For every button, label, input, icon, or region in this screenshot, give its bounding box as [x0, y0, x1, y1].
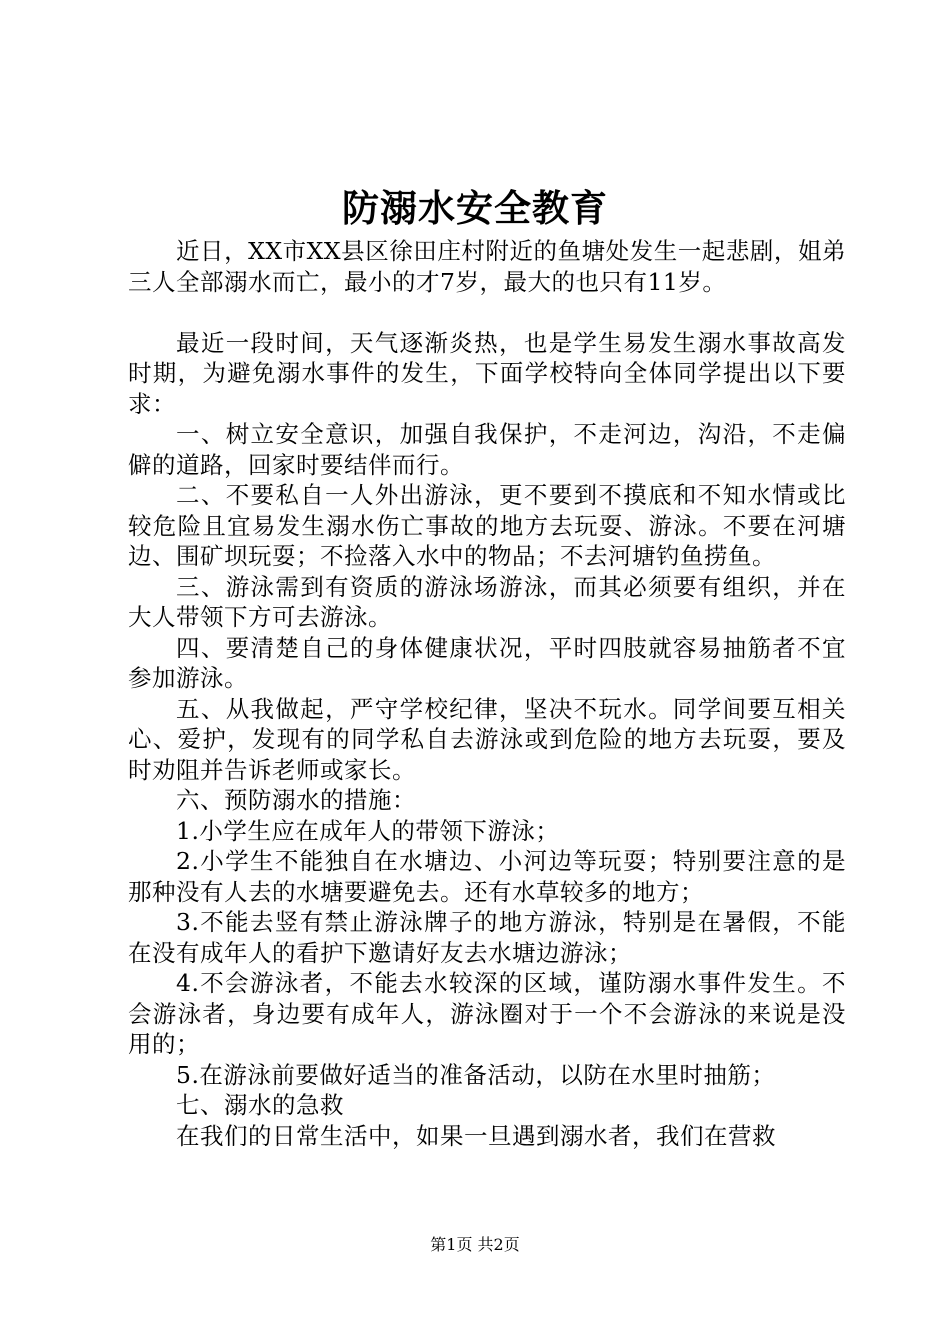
blank-line: [128, 297, 846, 328]
paragraph: 5.在游泳前要做好适当的准备活动，以防在水里时抽筋；: [176, 1060, 776, 1089]
document-title: 防溺水安全教育: [342, 186, 608, 230]
paragraph: 五、从我做起，严守学校纪律，坚决不玩水。同学间要互相关心、爱护，发现有的同学私自去游泳或到危险的地方去玩耍，要及时劝阻并告诉老师或家长。: [128, 694, 846, 784]
paragraph: 1.小学生应在成年人的带领下游泳；: [176, 816, 560, 845]
paragraph: 一、树立安全意识，加强自我保护，不走河边，沟沿，不走偏僻的道路，回家时要结伴而行。: [128, 420, 846, 479]
document-body: [128, 236, 846, 1151]
paragraph: 七、溺水的急救: [176, 1091, 344, 1119]
paragraph: 4.不会游泳者，不能去水较深的区域，谨防溺水事件发生。不会游泳者，身边要有成年人，游泳圈对于一个不会游泳的来说是没用的；: [128, 969, 846, 1058]
paragraph: 四、要清楚自己的身体健康状况，平时四肢就容易抽筋者不宜参加游泳。: [128, 633, 846, 692]
paragraph: 近日，XX市XX县区徐田庄村附近的鱼塘处发生一起悲剧，姐弟三人全部溺水而亡，最小的才7岁，最大的也只有11岁。: [128, 237, 846, 296]
paragraph: 在我们的日常生活中，如果一旦遇到溺水者，我们在营救: [176, 1121, 776, 1150]
paragraph: 2.小学生不能独自在水塘边、小河边等玩耍；特别要注意的是那种没有人去的水塘要避免去。还有水草较多的地方；: [128, 847, 846, 906]
paragraph: 3.不能去竖有禁止游泳牌子的地方游泳，特别是在暑假，不能在没有成年人的看护下邀请好友去水塘边游泳；: [128, 908, 846, 967]
paragraph: 六、预防溺水的措施：: [176, 786, 416, 814]
paragraph: 最近一段时间，天气逐渐炎热，也是学生易发生溺水事故高发时期，为避免溺水事件的发生，下面学校特向全体同学提出以下要求：: [128, 328, 846, 418]
paragraph: 二、不要私自一人外出游泳，更不要到不摸底和不知水情或比较危险且宜易发生溺水伤亡事故的地方去玩耍、游泳。不要在河塘边、围矿坝玩耍；不捡落入水中的物品；不去河塘钓鱼捞鱼。: [128, 481, 846, 570]
page-footer: 第1页 共2页: [430, 1235, 520, 1254]
paragraph: 三、游泳需到有资质的游泳场游泳，而其必须要有组织，并在大人带领下方可去游泳。: [128, 572, 846, 631]
